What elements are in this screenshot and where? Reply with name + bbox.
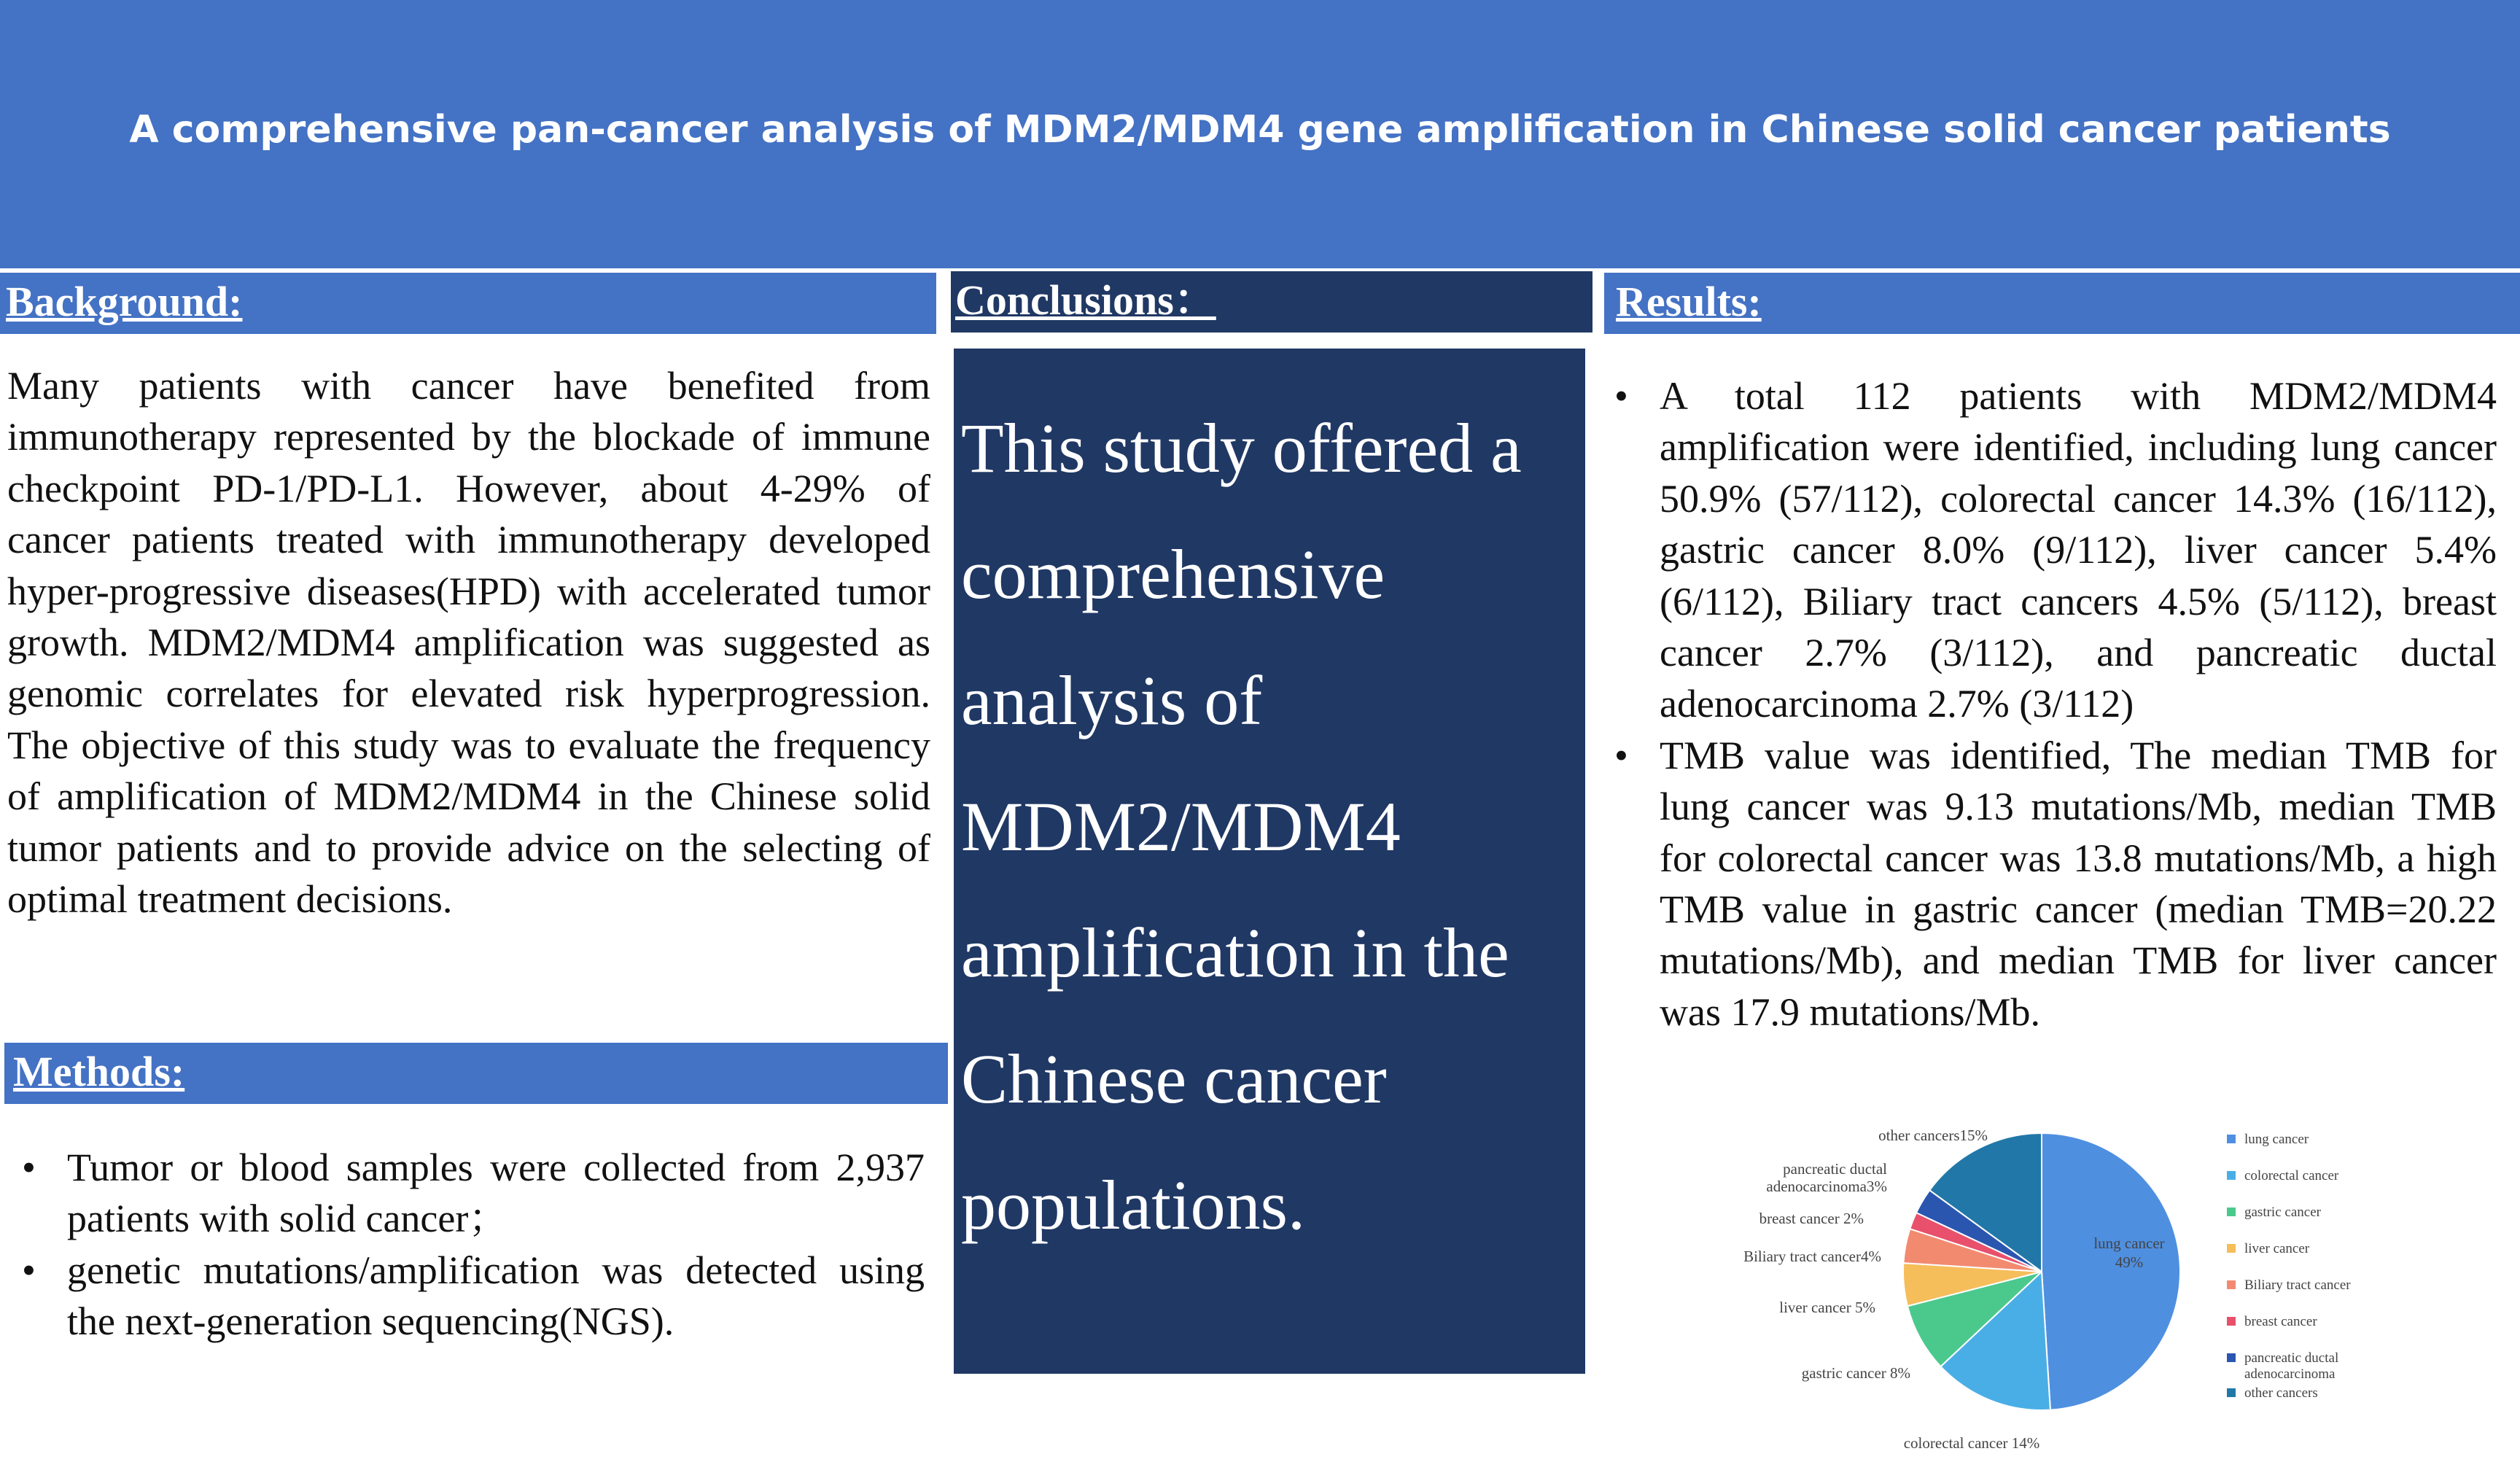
methods-heading-text: Methods:: [13, 1048, 185, 1095]
pie-data-label: lung cancer: [2093, 1234, 2165, 1252]
results-item: • TMB value was identified, The median TMB for lung cancer was 9.13 mutations/Mb, median TMB for colorectal cancer was 13.8 mutations/Mb, a high TMB value in gastric cancer (median TMB=20.22 mutations/Mb), and median TMB for liver cancer was 17.9 mutations/Mb.: [1607, 730, 2497, 1038]
legend-swatch: [2227, 1280, 2236, 1289]
results-heading: [1604, 273, 2520, 334]
pie-slice-lung-cancer: [2042, 1133, 2180, 1410]
legend-label: liver cancer: [2244, 1241, 2310, 1256]
legend-swatch: [2227, 1244, 2236, 1253]
conclusions-heading-text: Conclusions：: [955, 276, 1216, 324]
pie-data-label-value: 49%: [2115, 1253, 2144, 1271]
poster-header: [0, 0, 2520, 268]
pie-data-label: Biliary tract cancer4%: [1743, 1248, 1881, 1265]
pie-data-label: pancreatic ductal adenocarcinoma3%: [1766, 1160, 1887, 1195]
legend-label: gastric cancer: [2244, 1205, 2321, 1220]
legend-label: breast cancer: [2244, 1314, 2317, 1329]
methods-item: • Tumor or blood samples were collected from 2,937 patients with solid cancer；: [15, 1142, 925, 1245]
background-text: Many patients with cancer have benefited from immunotherapy represented by the blockade of immune checkpoint PD-1/PD-L1. However, about 4-29% of cancer patients treated with immunotherapy developed hyper-progressive diseases(HPD) with accelerated tumor growth. MDM2/MDM4 amplification was suggested as genomic correlates for elevated risk hyperprogression. The objective of this study was to evaluate the frequency of amplification of MDM2/MDM4 in the Chinese solid tumor patients and to provide advice on the selecting of optimal treatment decisions.: [7, 364, 930, 922]
background-heading-text: Background:: [6, 278, 243, 325]
legend-swatch: [2227, 1171, 2236, 1180]
legend-swatch: [2227, 1317, 2236, 1326]
pie-data-label: breast cancer 2%: [1759, 1210, 1864, 1227]
results-item: • A total 112 patients with MDM2/MDM4 amplification were identified, including lung cancer 50.9% (57/112), colorectal cancer 14.3% (16/112), gastric cancer 8.0% (9/112), liver cancer 5.4% (6/112), Biliary tract cancers 4.5% (5/112), breast cancer 2.7% (3/112), and pancreatic ductal adenocarcinoma 2.7% (3/112): [1607, 370, 2497, 730]
methods-item: • genetic mutations/amplification was detected using the next-generation sequencing(NGS).: [15, 1245, 925, 1348]
legend-label: other cancers: [2244, 1385, 2318, 1401]
conclusions-heading: [951, 271, 1592, 332]
conclusions-box: [954, 349, 1585, 1374]
legend-swatch: [2227, 1135, 2236, 1143]
pie-data-label: other cancers15%: [1878, 1127, 1988, 1144]
legend-label: pancreatic ductal adenocarcinoma: [2244, 1350, 2339, 1382]
pie-chart: [1706, 1116, 2435, 1466]
results-heading-text: Results:: [1616, 278, 1762, 325]
legend-label: colorectal cancer: [2244, 1168, 2339, 1183]
pie-slices: [1903, 1133, 2180, 1410]
legend-swatch: [2227, 1353, 2236, 1362]
pie-legend: [2227, 1132, 2351, 1401]
legend-swatch: [2227, 1208, 2236, 1216]
background-heading: [0, 273, 936, 334]
pie-data-label: gastric cancer 8%: [1801, 1364, 1910, 1382]
poster-title: A comprehensive pan-cancer analysis of MDM2/MDM4 gene amplification in Chinese solid cancer patients: [129, 108, 2391, 152]
pie-data-label: colorectal cancer 14%: [1903, 1434, 2040, 1452]
results-list: [1607, 370, 2497, 1038]
conclusions-text: This study offered a comprehensive analysis of MDM2/MDM4 amplification in the Chinese cancer populations.: [961, 409, 1522, 1244]
legend-swatch: [2227, 1388, 2236, 1397]
methods-heading: [4, 1043, 948, 1104]
pie-data-label: liver cancer 5%: [1779, 1299, 1875, 1316]
legend-label: lung cancer: [2244, 1132, 2309, 1147]
legend-label: Biliary tract cancer: [2244, 1278, 2351, 1293]
methods-list: [15, 1142, 925, 1348]
